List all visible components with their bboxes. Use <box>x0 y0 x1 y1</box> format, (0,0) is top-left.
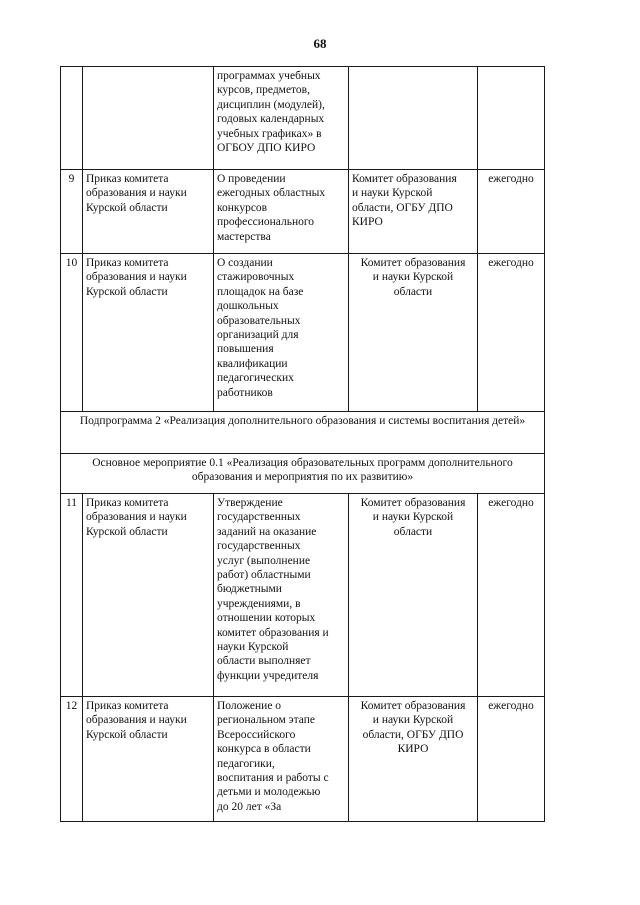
document-type-cell: Приказ комитета образования и науки Курской области <box>83 254 214 412</box>
responsible-cell: Комитет образования и науки Курской области <box>349 254 478 412</box>
document-type-cell: Приказ комитета образования и науки Курской области <box>83 697 214 822</box>
main-activity-heading: Основное мероприятие 0.1 «Реализация образовательных программ дополнительного образования и мероприятия по их развитию» <box>61 454 545 494</box>
row-number: 11 <box>61 494 83 697</box>
document-title-cell: Положение о региональном этапе Всероссийского конкурса в области педагогики, воспитания и работы с детьми и молодежью до 20 лет «За <box>214 697 349 822</box>
table-row <box>61 170 545 254</box>
document-title-cell: программах учебных курсов, предметов, дисциплин (модулей), годовых календарных учебных графиках» в ОГБОУ ДПО КИРО <box>214 67 349 170</box>
table-row <box>61 494 545 697</box>
table-row <box>61 697 545 822</box>
document-title-cell: Утверждение государственных заданий на оказание государственных услуг (выполнение работ) областными бюджетными учреждениями, в отношении которых комитет образования и науки Курской области выполняет функции учредителя <box>214 494 349 697</box>
period-cell <box>478 67 545 170</box>
responsible-cell <box>349 67 478 170</box>
page-number: 68 <box>313 36 327 51</box>
table-row <box>61 254 545 412</box>
row-number <box>61 67 83 170</box>
document-type-cell <box>83 67 214 170</box>
document-title-cell: О создании стажировочных площадок на базе дошкольных образовательных организаций для повышения квалификации педагогических работников <box>214 254 349 412</box>
row-number: 12 <box>61 697 83 822</box>
table-row <box>61 67 545 170</box>
period-cell: ежегодно <box>478 494 545 697</box>
subprogram-heading: Подпрограмма 2 «Реализация дополнительного образования и системы воспитания детей» <box>61 412 545 454</box>
subprogram-heading-row <box>61 412 545 454</box>
document-type-cell: Приказ комитета образования и науки Курской области <box>83 494 214 697</box>
document-title-cell: О проведении ежегодных областных конкурсов профессионального мастерства <box>214 170 349 254</box>
responsible-cell: Комитет образования и науки Курской области, ОГБУ ДПО КИРО <box>349 170 478 254</box>
document-type-cell: Приказ комитета образования и науки Курской области <box>83 170 214 254</box>
row-number: 9 <box>61 170 83 254</box>
activities-table <box>60 66 545 822</box>
responsible-cell: Комитет образования и науки Курской области, ОГБУ ДПО КИРО <box>349 697 478 822</box>
row-number: 10 <box>61 254 83 412</box>
period-cell: ежегодно <box>478 697 545 822</box>
period-cell: ежегодно <box>478 254 545 412</box>
period-cell: ежегодно <box>478 170 545 254</box>
main-activity-heading-row <box>61 454 545 494</box>
responsible-cell: Комитет образования и науки Курской области <box>349 494 478 697</box>
